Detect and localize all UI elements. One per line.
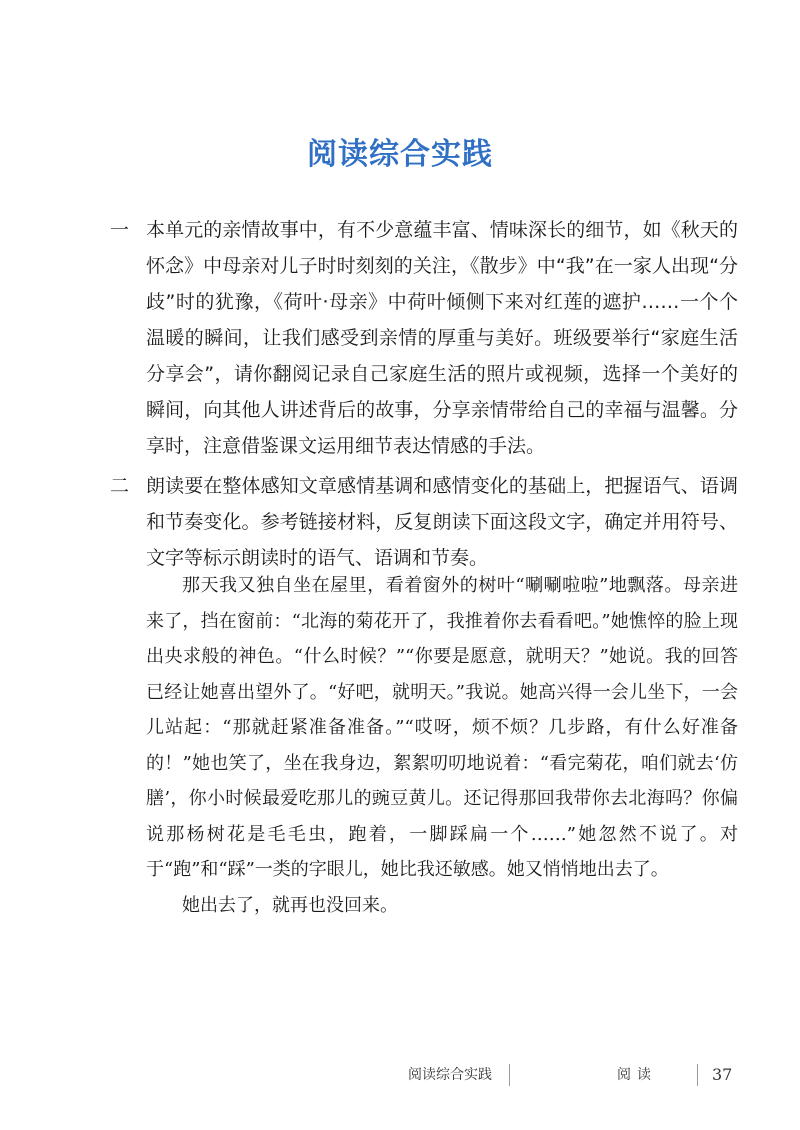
footer-divider <box>509 1064 510 1086</box>
reading-passage <box>146 568 738 923</box>
footer-unit-label: 阅读 <box>617 1067 657 1083</box>
exercise-number: 一 <box>110 219 130 241</box>
exercise-number: 二 <box>110 475 130 497</box>
exercise-text: 本单元的亲情故事中，有不少意蕴丰富、情味深长的细节，如《秋天的怀念》中母亲对儿子时时刻刻的关注，《散步》中“我”在一家人出现“分歧”时的犹豫，《荷叶·母亲》中荷叶倾侧下来对红莲的遮护……一个个温暖的瞬间，让我们感受到亲情的厚重与美好。班级要举行“家庭生活分享会”，请你翻阅记录自己家庭生活的照片或视频，选择一个美好的瞬间，向其他人讲述背后的故事，分享亲情带给自己的幸福与温馨。分享时，注意借鉴课文运用细节表达情感的手法。 <box>146 219 738 457</box>
page-title: 阅读综合实践 <box>307 137 493 173</box>
passage-paragraph: 那天我又独自坐在屋里，看着窗外的树叶“唰唰啦啦”地飘落。母亲进来了，挡在窗前：“北海的菊花开了，我推着你去看看吧。”她憔悴的脸上现出央求般的神色。“什么时候？”“你要是愿意，就明天？”她说。我的回答已经让她喜出望外了。“好吧，就明天。”我说。她高兴得一会儿坐下，一会儿站起：“那就赶紧准备准备。”“哎呀，烦不烦？几步路，有什么好准备的！”她也笑了，坐在我身边，絮絮叨叨地说着：“看完菊花，咱们就去‘仿膳’，你小时候最爱吃那儿的豌豆黄儿。还记得那回我带你去北海吗？你偏说那杨树花是毛毛虫，跑着，一脚踩扁一个……”她忽然不说了。对于“跑”和“踩”一类的字眼儿，她比我还敏感。她又悄悄地出去了。 <box>146 575 738 880</box>
exercise-text: 朗读要在整体感知文章感情基调和感情变化的基础上，把握语气、语调和节奏变化。参考链接材料，反复朗读下面这段文字，确定并用符号、文字等标示朗读时的语气、语调和节奏。 <box>146 475 738 569</box>
passage-paragraph: 她出去了，就再也没回来。 <box>182 894 398 916</box>
page-footer <box>0 1062 800 1088</box>
footer-section-title: 阅读综合实践 <box>408 1067 492 1083</box>
exercise-two <box>110 468 738 576</box>
page-number: 37 <box>712 1065 733 1084</box>
exercise-one <box>110 212 738 464</box>
footer-divider <box>697 1064 698 1086</box>
